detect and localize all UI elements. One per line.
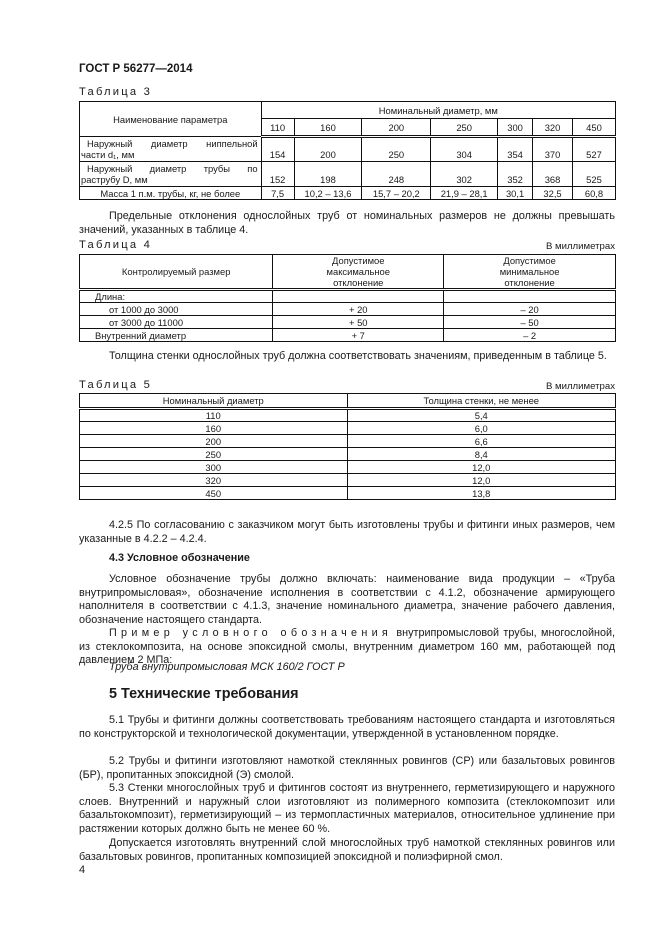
- table-row: [80, 422, 616, 435]
- table3-row-label: Наружный диаметр ниппельной части d₁, мм: [80, 137, 262, 162]
- table-cell: 300: [80, 461, 348, 474]
- table-cell: 15,7 – 20,2: [362, 187, 431, 200]
- table4-header: Контролируемый размер: [80, 255, 273, 290]
- table-row: [80, 435, 616, 448]
- table-cell: 304: [431, 137, 498, 162]
- table-row: [80, 461, 616, 474]
- table-cell: от 1000 до 3000: [80, 303, 273, 316]
- table-cell: 370: [533, 137, 573, 162]
- table4-units: В миллиметрах: [545, 241, 615, 252]
- table-cell: 21,9 – 28,1: [431, 187, 498, 200]
- table-cell: – 2: [444, 329, 616, 342]
- table-cell: + 7: [273, 329, 444, 342]
- paragraph-5-3-addendum: Допускается изготовлять внутренний слой многослойных труб намоткой стеклянных ровингов или базальтовых ровингов, пропитанных композицией эпоксидной и полиэфирной смол.: [79, 837, 615, 863]
- table-cell: 110: [80, 409, 348, 422]
- table-cell: 200: [80, 435, 348, 448]
- table3-diam: 250: [431, 119, 498, 137]
- table4: [79, 254, 616, 342]
- table-cell: 6,0: [347, 422, 615, 435]
- table-cell: Внутренний диаметр: [80, 329, 273, 342]
- table3-diam: 200: [362, 119, 431, 137]
- table-cell: 250: [80, 448, 348, 461]
- table-cell: 6,6: [347, 435, 615, 448]
- table-row: [80, 474, 616, 487]
- table-cell: 368: [533, 162, 573, 187]
- table3-diam: 450: [572, 119, 615, 137]
- table5-units: В миллиметрах: [545, 381, 615, 392]
- table-cell: 527: [572, 137, 615, 162]
- table-cell: Длина:: [80, 290, 273, 303]
- paragraph-4-2-5: 4.2.5 По согласованию с заказчиком могут быть изготовлены трубы и фитинги иных размеров, чем указанные в 4.2.2 – 4.2.4.: [79, 519, 615, 545]
- document-id: ГОСТ Р 56277—2014: [79, 63, 193, 75]
- table-cell: 5,4: [347, 409, 615, 422]
- table-cell: 30,1: [498, 187, 533, 200]
- table-cell: [273, 290, 444, 303]
- paragraph-5-3: 5.3 Стенки многослойных труб и фитингов состоят из внутреннего, герметизирующего и наружного слоев. Внутренний и наружный слои изготовляют из полимерного композита (стеклокомпозит или базальтокомпозит), герметизирующий – из термопластичных материалов, относительное удлинение при растяжении которых должно быть не менее 60 %.: [79, 782, 615, 835]
- paragraph-4-3-example: Пример условного обозначения внутрипромысловой трубы, многослойной, из стеклокомпозита, на основе эпоксидной смолы, внутренним диаметром 160 мм, работающей под давлением 2 МПа:: [79, 627, 615, 667]
- table3: [79, 101, 616, 200]
- table-cell: 32,5: [533, 187, 573, 200]
- table4-caption: Таблица 4: [79, 239, 152, 251]
- paragraph-5-1: 5.1 Трубы и фитинги должны соответствовать требованиям настоящего стандарта и изготовляться по конструкторской и технологической документации, утвержденной в установленном порядке.: [79, 714, 615, 740]
- paragraph-t4-intro: Предельные отклонения однослойных труб от номинальных размеров не должны превышать значений, указанных в таблице 4.: [79, 210, 615, 236]
- table3-diam: 160: [294, 119, 362, 137]
- table-row: [80, 303, 616, 316]
- paragraph-4-3-body: Условное обозначение трубы должно включать: наименование вида продукции – «Труба внутрипромысловая», обозначение исполнения в соответствии с 4.1.2, обозначение армирующего наполнителя в соответствии с 4.1.3, значение номинального диаметра, значение рабочего давления, обозначение настоящего стандарта.: [79, 573, 615, 626]
- table-row: [80, 290, 616, 303]
- table-row: [80, 162, 616, 187]
- table-cell: 160: [80, 422, 348, 435]
- table-cell: 198: [294, 162, 362, 187]
- table-cell: 12,0: [347, 461, 615, 474]
- table-cell: + 20: [273, 303, 444, 316]
- table-cell: 250: [362, 137, 431, 162]
- example-designation: Труба внутрипромысловая МСК 160/2 ГОСТ Р: [109, 661, 345, 673]
- table3-diam: 300: [498, 119, 533, 137]
- table3-row-label: Масса 1 п.м. трубы, кг, не более: [80, 187, 262, 200]
- table-cell: 525: [572, 162, 615, 187]
- section-4-3-heading: 4.3 Условное обозначение: [109, 552, 250, 564]
- table5-header: Толщина стенки, не менее: [347, 394, 615, 409]
- table-row: [80, 316, 616, 329]
- table-cell: 248: [362, 162, 431, 187]
- table-row: [80, 487, 616, 500]
- table-cell: 200: [294, 137, 362, 162]
- table-cell: 154: [261, 137, 294, 162]
- table-row: [80, 187, 616, 200]
- table-cell: – 50: [444, 316, 616, 329]
- table-cell: 10,2 – 13,6: [294, 187, 362, 200]
- table-row: [80, 409, 616, 422]
- table5-caption: Таблица 5: [79, 379, 152, 391]
- table-cell: 8,4: [347, 448, 615, 461]
- table5-header: Номинальный диаметр: [80, 394, 348, 409]
- table-cell: 152: [261, 162, 294, 187]
- table-cell: 450: [80, 487, 348, 500]
- table-cell: 60,8: [572, 187, 615, 200]
- table-row: [80, 448, 616, 461]
- paragraph-5-2: 5.2 Трубы и фитинги изготовляют намоткой стеклянных ровингов (СР) или базальтовых ровингов (БР), пропитанных эпоксидной (Э) смолой.: [79, 755, 615, 781]
- table3-diam: 320: [533, 119, 573, 137]
- table-cell: от 3000 до 11000: [80, 316, 273, 329]
- table-cell: – 20: [444, 303, 616, 316]
- table3-row-label: Наружный диаметр трубы по раструбу D, мм: [80, 162, 262, 187]
- table-row: [80, 329, 616, 342]
- table5: [79, 393, 616, 500]
- table4-header: Допустимое минимальное отклонение: [444, 255, 616, 290]
- table3-group-header: Номинальный диаметр, мм: [261, 102, 615, 119]
- table3-diam: 110: [261, 119, 294, 137]
- table-cell: 12,0: [347, 474, 615, 487]
- table3-caption: Таблица 3: [79, 86, 152, 98]
- table-cell: [444, 290, 616, 303]
- table-cell: 352: [498, 162, 533, 187]
- section-5-heading: 5 Технические требования: [109, 686, 299, 702]
- paragraph-t5-intro: Толщина стенки однослойных труб должна соответствовать значениям, приведенным в таблице 5.: [109, 350, 607, 362]
- table-cell: 320: [80, 474, 348, 487]
- page-number: 4: [79, 864, 86, 876]
- table-row: [80, 137, 616, 162]
- table4-header: Допустимое максимальное отклонение: [273, 255, 444, 290]
- table-cell: 7,5: [261, 187, 294, 200]
- table-cell: 302: [431, 162, 498, 187]
- table-cell: 13,8: [347, 487, 615, 500]
- table-cell: + 50: [273, 316, 444, 329]
- table3-param-header: Наименование параметра: [80, 102, 262, 137]
- table-cell: 354: [498, 137, 533, 162]
